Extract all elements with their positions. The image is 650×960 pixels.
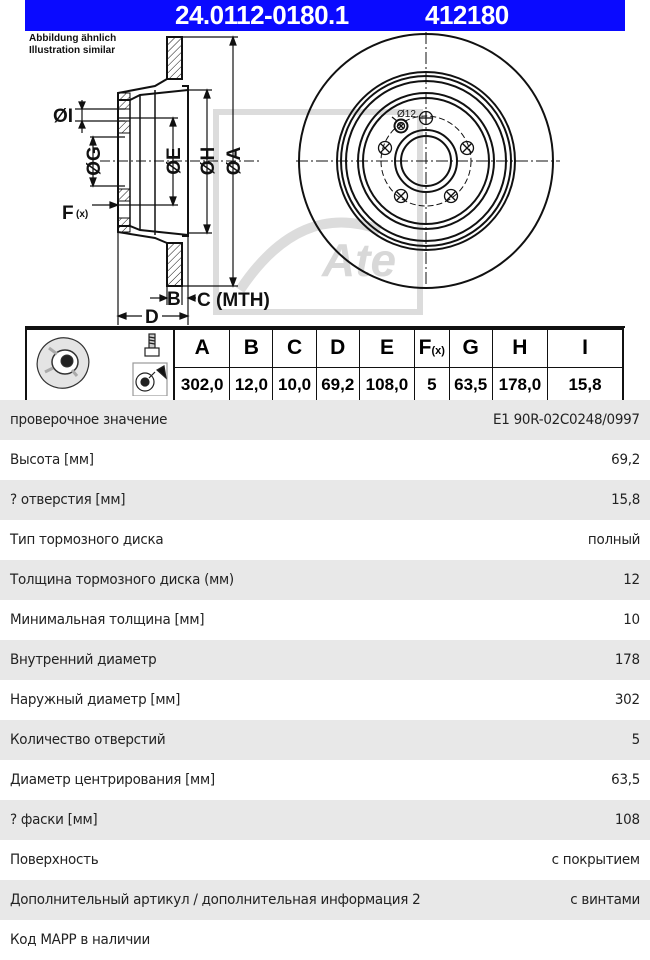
- disc-diagram: [0, 30, 650, 328]
- spec-row-chamfer-diameter: [0, 800, 650, 840]
- dim-value-c: 10,0: [273, 367, 316, 403]
- spec-label: Минимальная толщина [мм]: [10, 612, 205, 628]
- spec-label: Диаметр центрирования [мм]: [10, 772, 215, 788]
- spec-label: Дополнительный артикул / дополнительная информация 2: [10, 892, 421, 908]
- product-icons-cell: [26, 329, 174, 403]
- dim-header-f: F(x): [415, 329, 450, 367]
- spec-row-test-value: [0, 400, 650, 440]
- dim-header-e: E: [359, 329, 414, 367]
- spec-value: 5: [631, 732, 640, 748]
- spec-row-mapp-code: [0, 920, 650, 960]
- coating-spray-icon: [133, 363, 167, 396]
- spec-label: Поверхность: [10, 852, 99, 868]
- spec-label: Толщина тормозного диска (мм): [10, 572, 234, 588]
- title-bar: [25, 0, 625, 31]
- dim-value-i: 15,8: [548, 367, 624, 403]
- dim-value-d: 69,2: [316, 367, 359, 403]
- dim-header-h: H: [492, 329, 547, 367]
- spec-row-disc-type: [0, 520, 650, 560]
- dim-label-e: ØE: [164, 147, 185, 175]
- spec-row-inner-diameter: [0, 640, 650, 680]
- spec-value: 63,5: [611, 772, 640, 788]
- dim-header-b: B: [230, 329, 273, 367]
- dim-header-c: C: [273, 329, 316, 367]
- dim-value-h: 178,0: [492, 367, 547, 403]
- bolt-hole-label: Ø12: [397, 109, 416, 120]
- spec-value: 15,8: [611, 492, 640, 508]
- dim-header-g: G: [449, 329, 492, 367]
- dim-header-i: I: [548, 329, 624, 367]
- spec-value: полный: [587, 532, 640, 548]
- spec-row-disc-thickness: [0, 560, 650, 600]
- spec-row-additional-info: [0, 880, 650, 920]
- dimension-header-row: [26, 329, 623, 367]
- dim-value-g: 63,5: [449, 367, 492, 403]
- dim-label-c: C (MTH): [197, 290, 270, 311]
- spec-row-centering-diameter: [0, 760, 650, 800]
- dim-header-a: A: [174, 329, 230, 367]
- part-number: 24.0112-0180.1: [175, 0, 349, 30]
- spec-list: [0, 400, 650, 960]
- dim-value-f: 5: [415, 367, 450, 403]
- dim-value-e: 108,0: [359, 367, 414, 403]
- dim-label-a: ØA: [224, 146, 245, 176]
- spec-row-surface: [0, 840, 650, 880]
- spec-label: проверочное значение: [10, 412, 168, 428]
- spec-label: ? фаски [мм]: [10, 812, 98, 828]
- dim-value-a: 302,0: [174, 367, 230, 403]
- dimension-table: [25, 328, 624, 404]
- spec-row-min-thickness: [0, 600, 650, 640]
- reference-number: 412180: [425, 0, 509, 30]
- dim-label-i: ØI: [52, 106, 73, 127]
- spec-value: с винтами: [570, 892, 640, 908]
- spec-row-outer-diameter: [0, 680, 650, 720]
- spec-label: Тип тормозного диска: [10, 532, 164, 548]
- dim-value-b: 12,0: [230, 367, 273, 403]
- spec-value: 178: [615, 652, 640, 668]
- spec-label: ? отверстия [мм]: [10, 492, 126, 508]
- spec-label: Количество отверстий: [10, 732, 166, 748]
- ate-logo-text: Ate: [322, 234, 397, 286]
- spec-label: Высота [мм]: [10, 452, 94, 468]
- spec-value: E1 90R-02C0248/0997: [493, 412, 640, 428]
- dim-header-d: D: [316, 329, 359, 367]
- spec-value: 108: [615, 812, 640, 828]
- spec-value: 302: [615, 692, 640, 708]
- spec-value: с покрытием: [551, 852, 640, 868]
- spec-value: 10: [623, 612, 640, 628]
- bolt-icon: [145, 334, 159, 356]
- spec-value: 69,2: [611, 452, 640, 468]
- spec-row-hole-diameter: [0, 480, 650, 520]
- spec-value: 12: [623, 572, 640, 588]
- spec-label: Наружный диаметр [мм]: [10, 692, 181, 708]
- dim-label-d: D: [145, 307, 159, 328]
- spec-row-hole-count: [0, 720, 650, 760]
- dim-label-f-sub: (x): [76, 209, 89, 220]
- dim-label-h: ØH: [198, 146, 219, 176]
- spec-label: Внутренний диаметр: [10, 652, 157, 668]
- spec-label: Код MAPP в наличии: [10, 932, 151, 948]
- spec-row-height: [0, 440, 650, 480]
- dim-label-b: B: [167, 289, 181, 310]
- brake-disc-icon: [29, 330, 97, 396]
- dim-label-f: F: [62, 203, 74, 224]
- illustration-note-en: Illustration similar: [29, 45, 116, 56]
- dim-label-g: ØG: [84, 146, 105, 176]
- illustration-note-de: Abbildung ähnlich: [29, 33, 117, 44]
- technical-drawing: [0, 0, 650, 400]
